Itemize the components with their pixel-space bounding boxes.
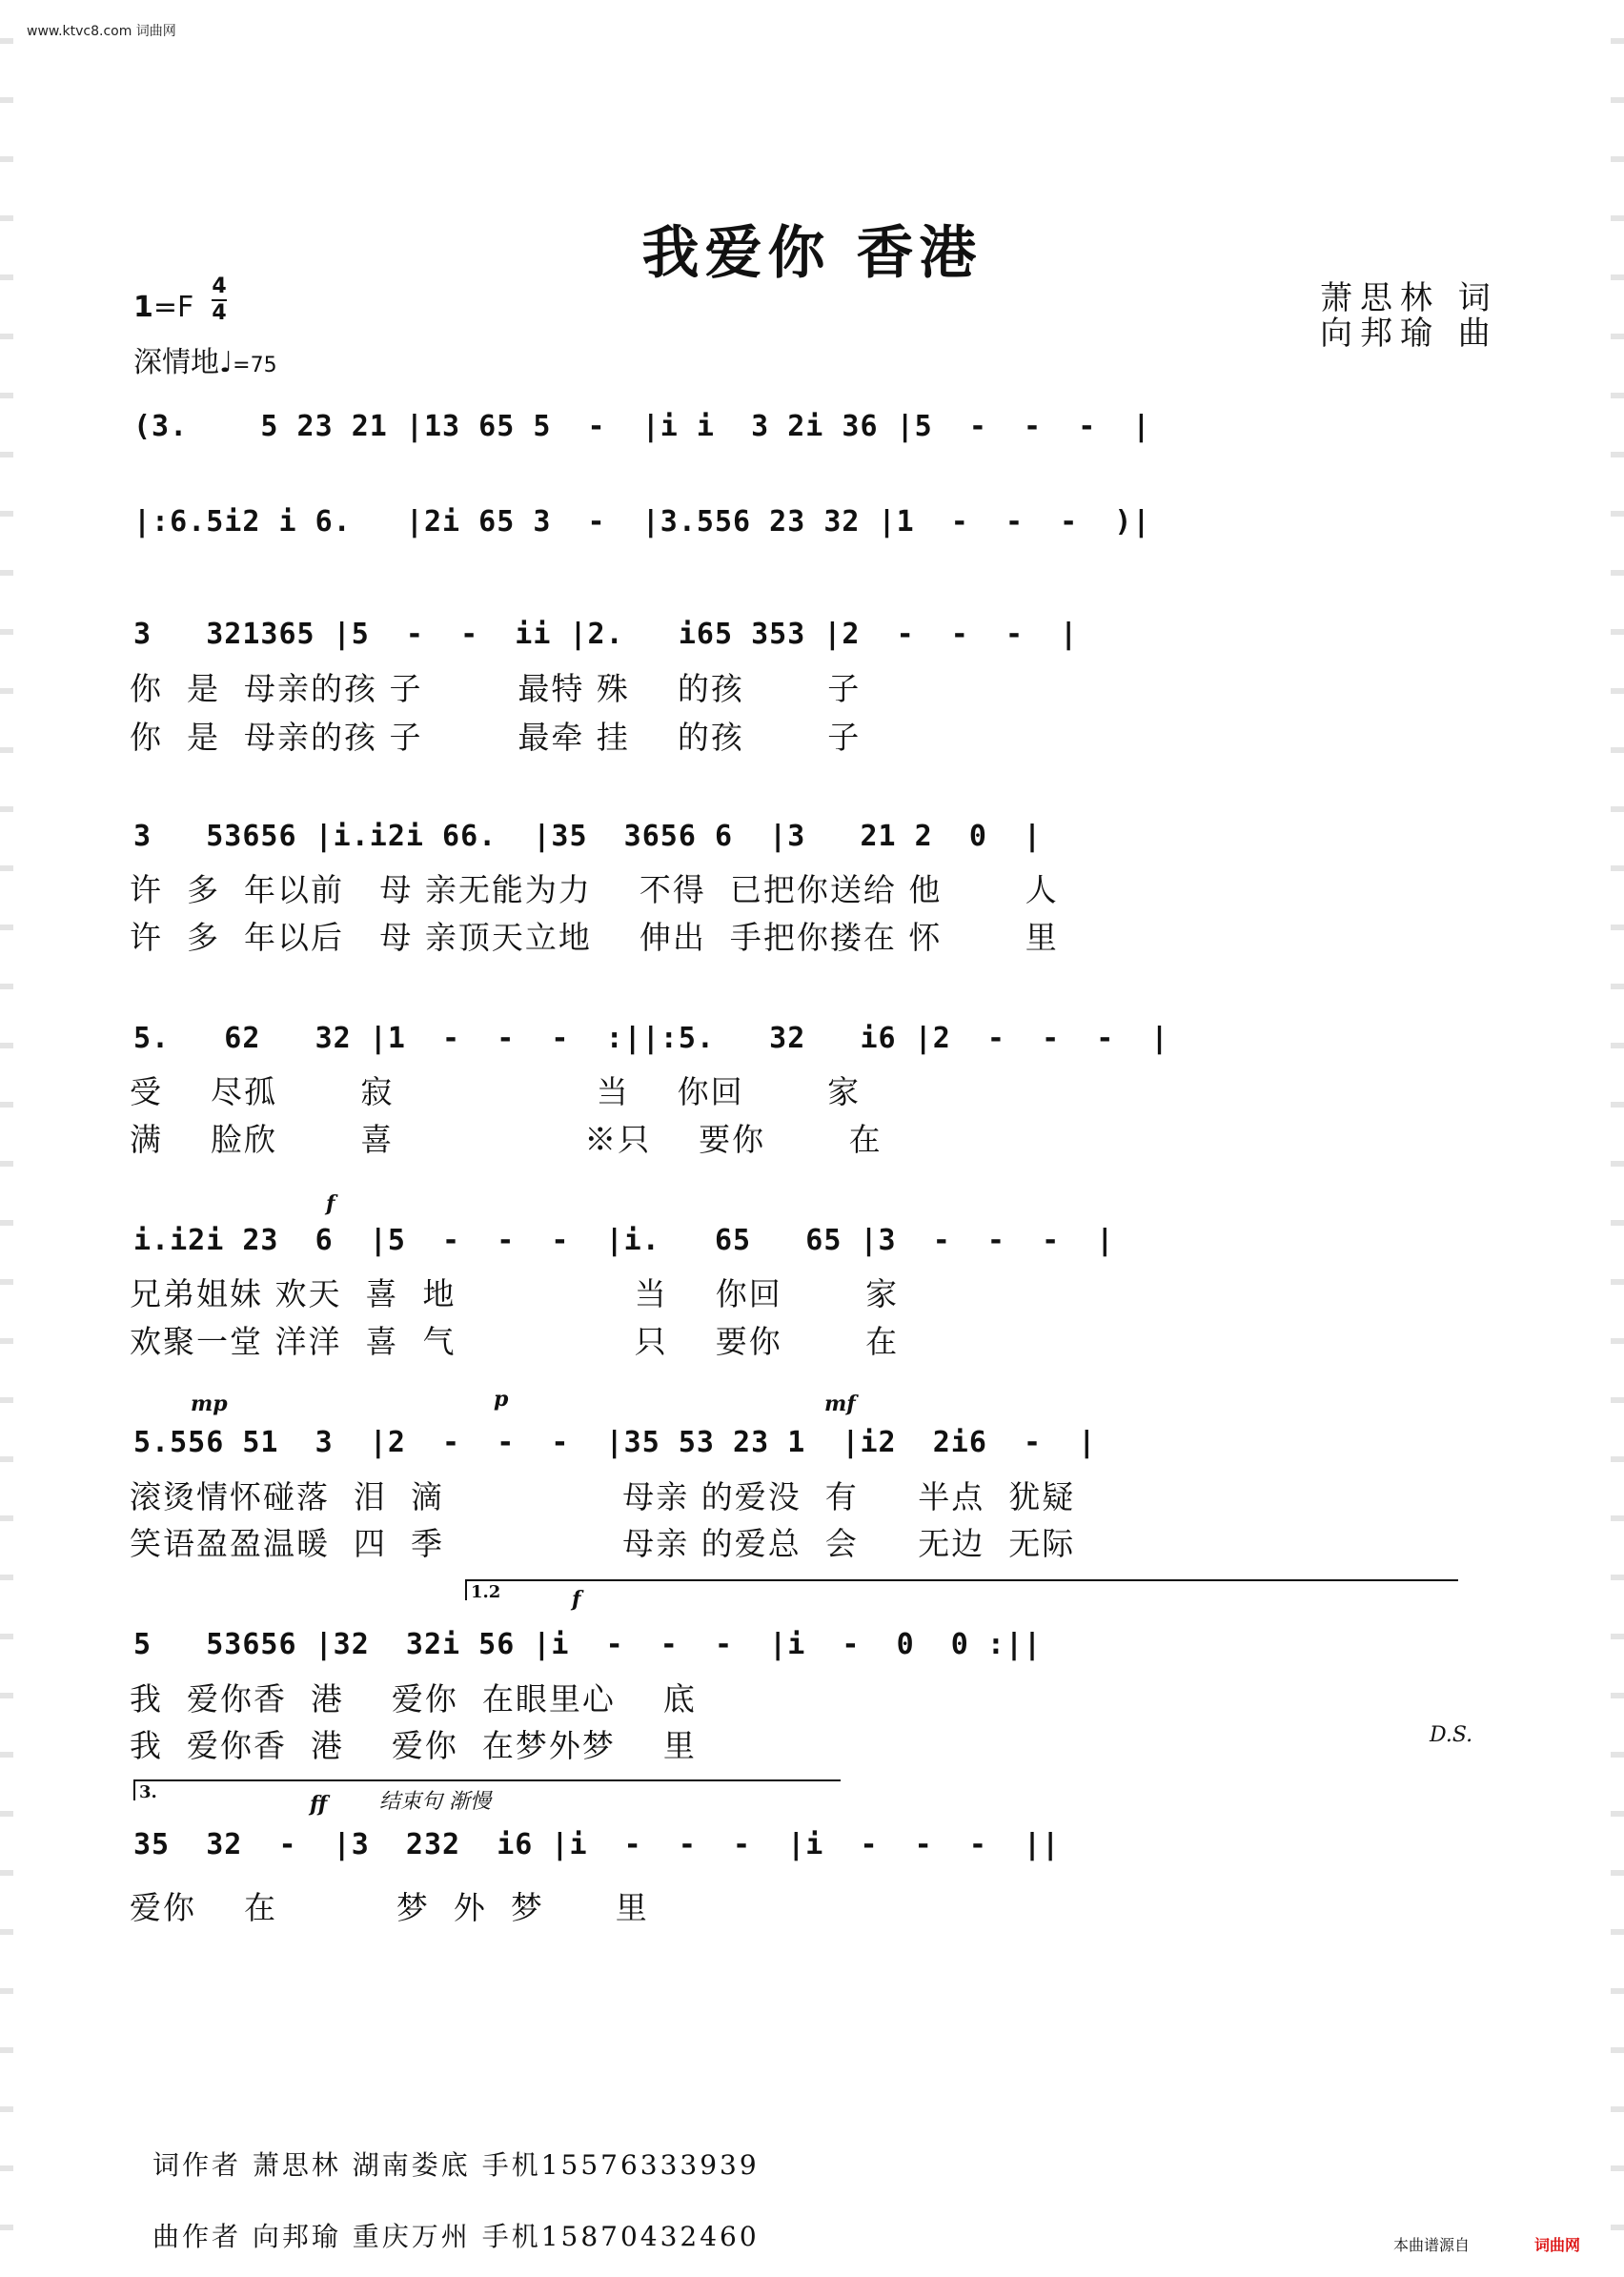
- lyric-row-6-verse-2: 欢聚一堂 洋洋 喜 气 只 要你 在: [130, 1323, 900, 1360]
- key-signature: 1=F: [133, 291, 194, 324]
- lyric-row-8-verse-2: 我 爱你香 港 爱你 在梦外梦 里: [130, 1727, 697, 1764]
- lyricist-credit: 萧思林 词: [1320, 279, 1498, 317]
- time-sig-top: 4: [212, 274, 227, 298]
- score-row-8: 5 53656 |32 32i 56 |i - - - |i - 0 0 :||: [133, 1628, 1043, 1661]
- source-note: 本曲谱源自: [1393, 2236, 1471, 2254]
- volta-3-label: 3.: [139, 1782, 157, 1802]
- tempo-marking: 深情地♩=75: [133, 346, 277, 379]
- score-row-3: 3 321365 |5 - - ii |2. i65 353 |2 - - - |: [133, 618, 1079, 651]
- lyric-row-7-verse-1: 滚烫情怀碰落 泪 滴 母亲 的爱没 有 半点 犹疑: [130, 1478, 1076, 1515]
- dynamic-mf: mf: [824, 1392, 856, 1416]
- volta-1-2-label: 1.2: [471, 1582, 501, 1602]
- lyric-row-5-verse-2: 满 脸欣 喜 ※只 要你 在: [130, 1121, 883, 1158]
- left-watermark-strip: [0, 0, 13, 2277]
- ds-marking: D.S.: [1430, 1723, 1473, 1747]
- site-header: www.ktvc8.com 词曲网: [27, 24, 176, 39]
- lyric-row-7-verse-2: 笑语盈盈温暖 四 季 母亲 的爱总 会 无边 无际: [130, 1525, 1076, 1562]
- dynamic-ff: ff: [310, 1792, 328, 1817]
- score-row-7: 5.556 51 3 |2 - - - |35 53 23 1 |i2 2i6 - |: [133, 1426, 1097, 1459]
- footer-lyricist-line: 词作者 萧思林 湖南娄底 手机15576333939: [152, 2149, 760, 2181]
- volta-1-2-bracket: [465, 1579, 1458, 1600]
- score-row-1: (3. 5 23 21 |13 65 5 - |i i 3 2i 36 |5 - - - |: [133, 410, 1151, 443]
- dynamic-mp: mp: [191, 1392, 228, 1416]
- dynamic-f-2: f: [572, 1587, 581, 1612]
- dynamic-f: f: [326, 1191, 335, 1216]
- lyric-row-9-verse-1: 爱你 在 梦 外 梦 里: [130, 1889, 649, 1926]
- lyric-row-4-verse-1: 许 多 年以前 母 亲无能为力 不得 已把你送给 他 人: [130, 871, 1059, 908]
- page-title: 我爱你 香港: [641, 220, 983, 287]
- lyric-row-4-verse-2: 许 多 年以后 母 亲顶天立地 伸出 手把你搂在 怀 里: [130, 919, 1059, 956]
- score-row-9: 35 32 - |3 232 i6 |i - - - |i - - - ||: [133, 1828, 1061, 1861]
- lyric-row-3-verse-1: 你 是 母亲的孩 子 最特 殊 的孩 子: [130, 670, 862, 707]
- lyric-row-8-verse-1: 我 爱你香 港 爱你 在眼里心 底: [130, 1680, 697, 1718]
- score-row-6: i.i2i 23 6 |5 - - - |i. 65 65 |3 - - - |: [133, 1224, 1115, 1257]
- lyric-row-5-verse-1: 受 尽孤 寂 当 你回 家: [130, 1073, 862, 1110]
- volta-3-bracket: [133, 1779, 841, 1800]
- dynamic-p: p: [494, 1387, 509, 1412]
- lyric-row-3-verse-2: 你 是 母亲的孩 子 最牵 挂 的孩 子: [130, 719, 862, 756]
- composer-credit: 向邦瑜 曲: [1320, 315, 1498, 353]
- right-watermark-strip: [1611, 0, 1624, 2277]
- score-row-5: 5. 62 32 |1 - - - :||:5. 32 i6 |2 - - - |: [133, 1022, 1169, 1055]
- footer-composer-line: 曲作者 向邦瑜 重庆万州 手机15870432460: [152, 2221, 760, 2252]
- score-row-4: 3 53656 |i.i2i 66. |35 3656 6 |3 21 2 0 |: [133, 820, 1043, 853]
- time-signature: [212, 274, 227, 326]
- ending-instruction: 结束句 渐慢: [379, 1790, 491, 1814]
- score-row-2: |:6.5i2 i 6. |2i 65 3 - |3.556 23 32 |1 - - - )|: [133, 505, 1151, 539]
- time-sig-bottom: 4: [212, 301, 227, 325]
- brand-logo-text: 词曲网: [1534, 2236, 1581, 2254]
- lyric-row-6-verse-1: 兄弟姐妹 欢天 喜 地 当 你回 家: [130, 1275, 900, 1312]
